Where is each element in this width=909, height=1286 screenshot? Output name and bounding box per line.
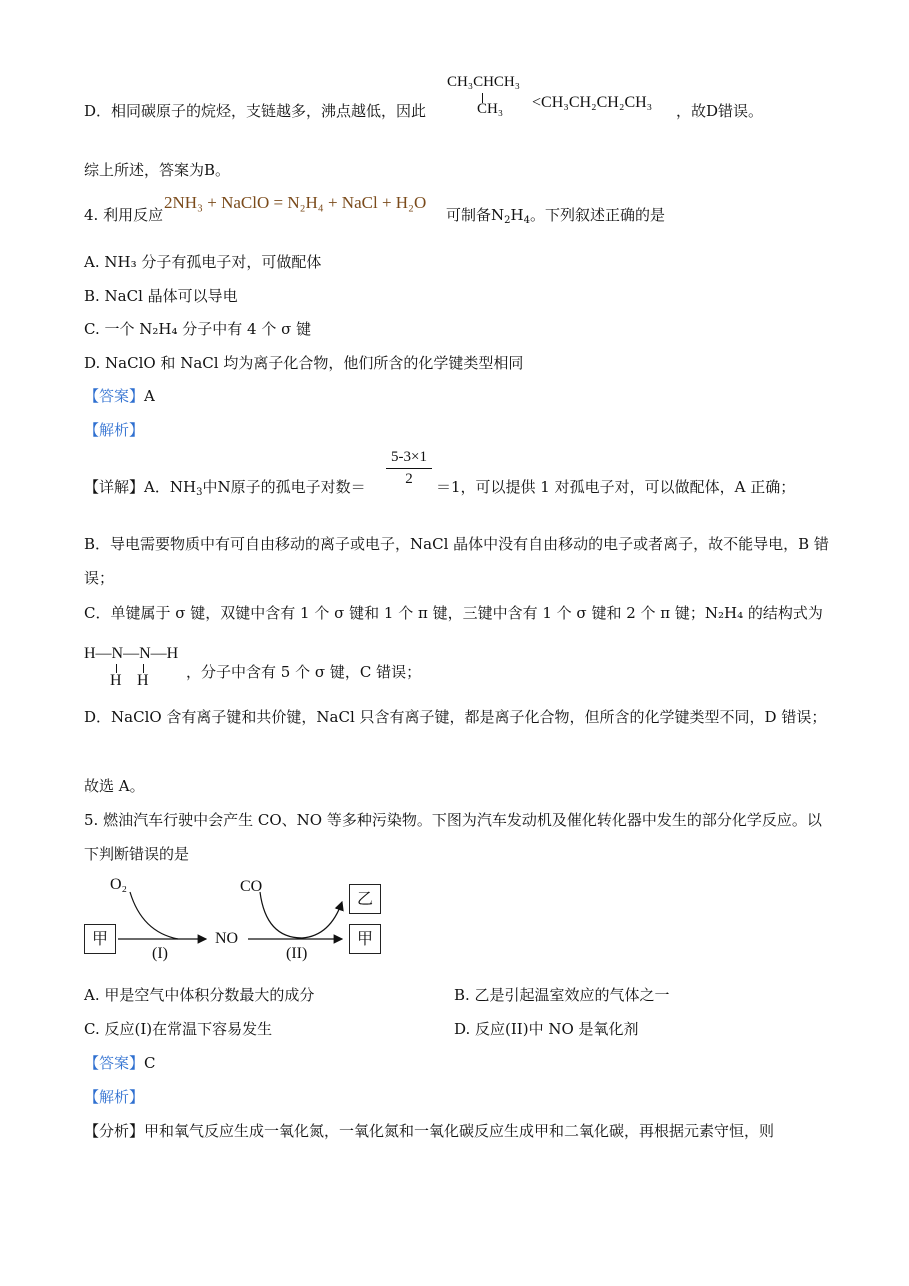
q4-answer (84, 386, 155, 406)
analysis-label: 【解析】 (84, 421, 145, 439)
detail-c: C．单键属于 σ 键，双键中含有 1 个 σ 键和 1 个 π 键，三键中含有 1 个 σ 键和 2 个 π 键；N₂H₄ 的结构式为 (84, 604, 823, 622)
analysis-text: 甲和氧气反应生成一氧化氮，一氧化氮和一氧化碳反应生成甲和二氧化碳，再根据元素守恒，则 (144, 1122, 775, 1140)
detail-a-part3: ＝1，可以提供 1 对孤电子对，可以做配体，A 正确； (436, 478, 796, 496)
branched-alkane-bottom: CH₃ (477, 101, 504, 117)
hydrazine-structure-top: H—N—N—H (84, 645, 179, 662)
q4-option-b: B. NaCl 晶体可以导电 (84, 287, 238, 305)
d-prefix-text: D．相同碳原子的烷烃，支链越多，沸点越低，因此 (84, 102, 427, 120)
fraction-numerator: 5-3×1 (391, 449, 427, 465)
answer-value: A (144, 387, 155, 405)
label-reaction-2: (II) (286, 945, 308, 962)
o2-curve (130, 892, 178, 939)
box-yi: 乙 (349, 884, 381, 914)
q4-option-d: D. NaClO 和 NaCl 均为离子化合物，他们所含的化学键类型相同 (84, 354, 524, 372)
q5-option-d: D. 反应(II)中 NO 是氧化剂 (454, 1020, 639, 1038)
d-suffix-text: ，故D错误。 (676, 102, 764, 120)
q4-prefix: 4. 利用反应 (84, 206, 164, 224)
q4-suffix: 可制备$N_2H_4$。下列叙述正确的是 (446, 206, 665, 226)
reaction-equation: 2NH₃ + NaClO = N₂H₄ + NaCl + H₂O (164, 193, 427, 212)
question-5-prompt: 5. 燃油汽车行驶中会产生 CO、NO 等多种污染物。下图为汽车发动机及催化转化器中发生的部分化学反应。以下判断错误的是 (84, 811, 822, 863)
question-4-prompt (84, 205, 163, 225)
q4-option-c: C. 一个 N₂H₄ 分子中有 4 个 σ 键 (84, 320, 312, 338)
option-d-explanation (84, 101, 426, 121)
hydrazine-h-2: H (137, 672, 149, 689)
box-jia-left: 甲 (84, 924, 116, 954)
detail-a: 【详解】A．$NH_3$中N原子的孤电子对数＝ (84, 478, 366, 498)
detail-d: D．NaClO 含有离子键和共价键，NaCl 只含有离子键，都是离子化合物，但所含的化学键类型不同，D 错误； (84, 708, 827, 726)
q5-analysis (84, 1121, 774, 1141)
detail-a-part2: 中N原子的孤电子对数＝ (202, 478, 366, 496)
branched-alkane-top: CH₃CHCH₃ (447, 74, 520, 90)
fraction-denominator: 2 (405, 471, 413, 487)
q5-option-a: A. 甲是空气中体积分数最大的成分 (84, 986, 315, 1004)
co-curve (260, 892, 342, 938)
answer-label: 【答案】 (84, 387, 145, 405)
detail-a-part1: A．NH (144, 478, 197, 496)
detail-b: B．导电需要物质中有可自由移动的离子或电子，NaCl 晶体中没有自由移动的电子或者离子，故不能导电，B 错误； (84, 535, 829, 587)
q4-analysis-label (84, 420, 144, 440)
q4-end-text: 。下列叙述正确的是 (529, 206, 665, 224)
lone-pair-fraction (384, 449, 434, 488)
box-jia-right: 甲 (349, 924, 381, 954)
q5-option-c: C. 反应(I)在常温下容易发生 (84, 1020, 273, 1038)
hydrazine-h-1: H (110, 672, 122, 689)
q5-option-b: B. 乙是引起温室效应的气体之一 (454, 986, 670, 1004)
summary-line: 综上所述，答案为B。 (84, 161, 231, 179)
label-reaction-1: (I) (152, 945, 168, 962)
answer-label-5: 【答案】 (84, 1054, 145, 1072)
q4-option-a: A. NH₃ 分子有孤电子对，可做配体 (84, 253, 322, 271)
answer-value-5: C (144, 1054, 156, 1072)
diagram-co: CO (240, 878, 263, 895)
analysis-label-5: 【解析】 (84, 1088, 145, 1106)
fraction-bar (386, 468, 432, 469)
linear-alkane: <CH₃CH₂CH₂CH₃ (532, 94, 653, 111)
q5-answer (84, 1053, 156, 1073)
diagram-o2: O₂ (110, 876, 128, 893)
pick-answer: 故选 A。 (84, 777, 145, 795)
analysis-sub-label: 【分析】 (84, 1122, 145, 1140)
diagram-no: NO (215, 930, 239, 947)
q4-suffix-text: 可制备N (446, 206, 505, 224)
detail-label: 【详解】 (84, 478, 145, 496)
detail-c-end: ，分子中含有 5 个 σ 键，C 错误； (186, 663, 422, 681)
q5-analysis-label (84, 1087, 144, 1107)
